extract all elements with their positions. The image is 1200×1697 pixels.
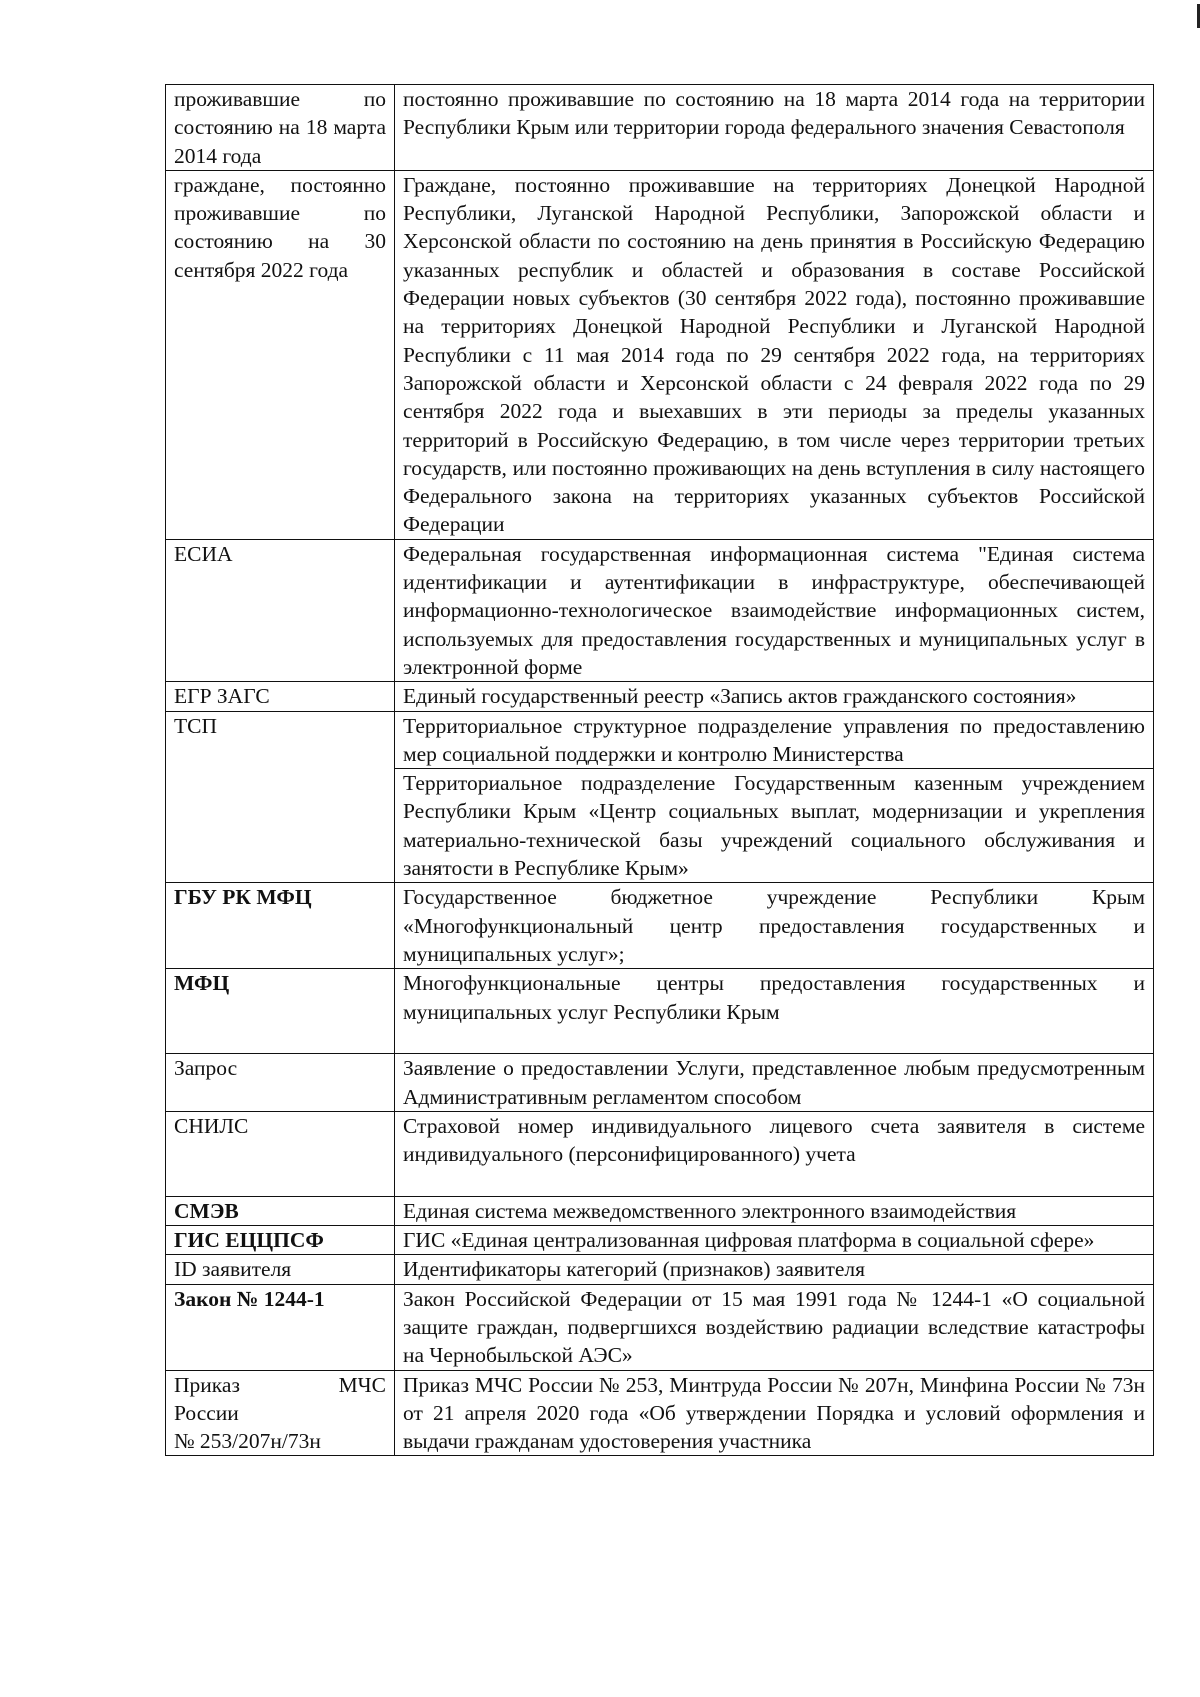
term-cell: ГБУ РК МФЦ <box>166 883 395 969</box>
table-row <box>166 539 1154 681</box>
table-row <box>166 682 1154 711</box>
definition-cell: постоянно проживавшие по состоянию на 18 марта 2014 года на территории Республики Крым или территории города федерального значения Севастополя <box>395 85 1154 171</box>
table-row <box>166 711 1154 769</box>
definition-cell: Приказ МЧС России № 253, Минтруда России № 207н, Минфина России № 73н от 21 апреля 2020 года «Об утверждении Порядка и условий оформления и выдачи гражданам удостоверения участника <box>395 1370 1154 1456</box>
term-line: № 253/207н/73н <box>174 1429 321 1454</box>
term-cell: ЕСИА <box>166 539 395 681</box>
definition-cell: ГИС «Единая централизованная цифровая платформа в социальной сфере» <box>395 1226 1154 1255</box>
definition-cell: Закон Российской Федерации от 15 мая 1991 года № 1244-1 «О социальной защите граждан, подвергшихся воздействию радиации вследствие катастрофы на Чернобыльской АЭС» <box>395 1284 1154 1370</box>
term-cell: ID заявителя <box>166 1255 395 1284</box>
definition-cell: Государственное бюджетное учреждение Республики Крым «Многофункциональный центр предоставления государственных и муниципальных услуг»; <box>395 883 1154 969</box>
table-row <box>166 1054 1154 1112</box>
term-cell: проживавшие по состоянию на 18 марта 2014 года <box>166 85 395 171</box>
definition-cell: Страховой номер индивидуального лицевого счета заявителя в системе индивидуального (персонифицированного) учета <box>395 1111 1154 1196</box>
table-row <box>166 1284 1154 1370</box>
table-row <box>166 85 1154 171</box>
definition-cell: Граждане, постоянно проживавшие на территориях Донецкой Народной Республики, Луганской Народной Республики, Запорожской области и Херсонской области по состоянию на день принятия в Российскую Федерацию указанных республик и областей и образования в составе Российской Федерации новых субъектов (30 сентября 2022 года), постоянно проживавшие на территориях Донецкой Народной Республики и Луганской Народной Республики с 11 мая 2014 года по 29 сентября 2022 года, на территориях Запорожской области и Херсонской области с 24 февраля 2022 года по 29 сентября 2022 года и выехавших в эти периоды за пределы указанных территорий в Российскую Федерацию, в том числе через территории третьих государств, или постоянно проживающих на день вступления в силу настоящего Федерального закона на территориях указанных субъектов Российской Федерации <box>395 170 1154 539</box>
term-line: Приказ МЧС <box>174 1372 386 1397</box>
term-cell: Закон № 1244-1 <box>166 1284 395 1370</box>
term-cell: ГИС ЕЦЦПСФ <box>166 1226 395 1255</box>
definition-cell: Единый государственный реестр «Запись актов гражданского состояния» <box>395 682 1154 711</box>
definitions-table <box>165 84 1154 1456</box>
term-cell: СНИЛС <box>166 1111 395 1196</box>
table-row <box>166 170 1154 539</box>
definition-cell: Территориальное структурное подразделение управления по предоставлению мер социальной поддержки и контролю Министерства <box>395 711 1154 769</box>
definition-cell: Заявление о предоставлении Услуги, представленное любым предусмотренным Административным регламентом способом <box>395 1054 1154 1112</box>
table-row <box>166 1196 1154 1225</box>
table-row <box>166 883 1154 969</box>
definition-cell: Идентификаторы категорий (признаков) заявителя <box>395 1255 1154 1284</box>
term-cell: ЕГР ЗАГС <box>166 682 395 711</box>
term-cell: ТСП <box>166 711 395 883</box>
definition-cell: Территориальное подразделение Государственным казенным учреждением Республики Крым «Центр социальных выплат, модернизации и укрепления материально-технической базы учреждений социального обслуживания и занятости в Республике Крым» <box>395 769 1154 883</box>
term-cell: СМЭВ <box>166 1196 395 1225</box>
table-row <box>166 1111 1154 1196</box>
table-row <box>166 1255 1154 1284</box>
table-row <box>166 969 1154 1054</box>
term-cell: МФЦ <box>166 969 395 1054</box>
table-row <box>166 1370 1154 1456</box>
table-row <box>166 1226 1154 1255</box>
term-line: России <box>174 1400 239 1425</box>
term-cell <box>166 1370 395 1456</box>
term-cell: Запрос <box>166 1054 395 1112</box>
definition-cell: Многофункциональные центры предоставления государственных и муниципальных услуг Республики Крым <box>395 969 1154 1054</box>
definition-cell: Единая система межведомственного электронного взаимодействия <box>395 1196 1154 1225</box>
term-cell: граждане, постоянно проживавшие по состоянию на 30 сентября 2022 года <box>166 170 395 539</box>
definition-cell: Федеральная государственная информационная система "Единая система идентификации и аутентификации в инфраструктуре, обеспечивающей информационно-технологическое взаимодействие информационных систем, используемых для предоставления государственных и муниципальных услуг в электронной форме <box>395 539 1154 681</box>
